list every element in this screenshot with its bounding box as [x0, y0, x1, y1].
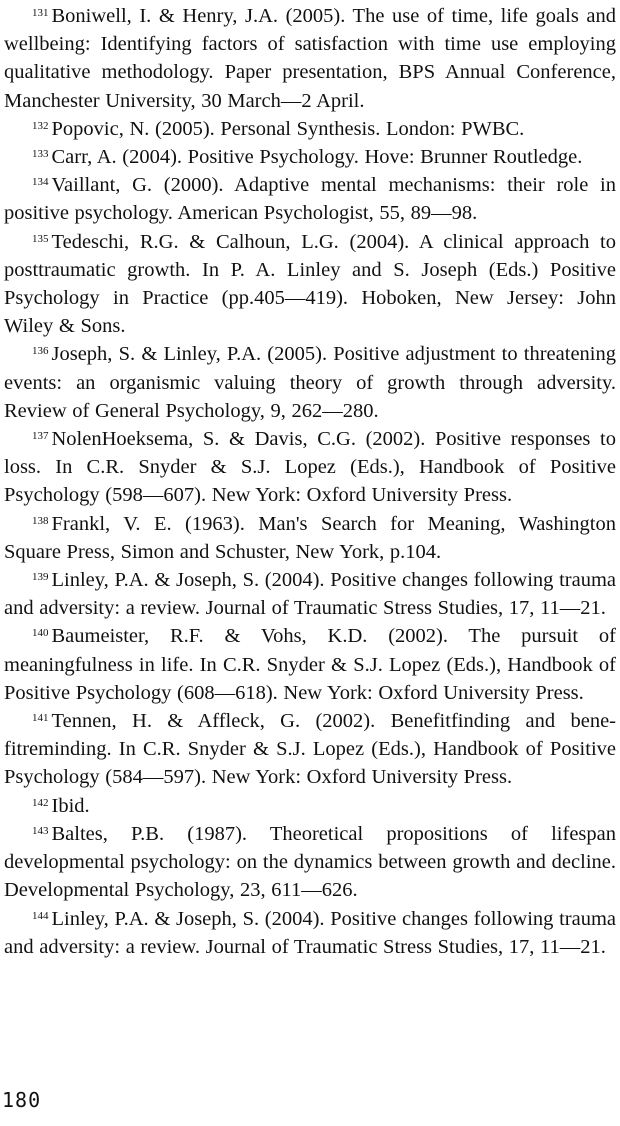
reference-text: Boniwell, I. & Henry, J.A. (2005). The use of time, life goals and wellbeing: Identifying factors of satisfaction with time use employing qualitative methodology. Paper presentation, BPS Annual Conference, Manchester University, 30 March—2 April. — [4, 5, 616, 112]
references-list — [4, 2, 616, 961]
reference-136 — [4, 340, 616, 425]
reference-141 — [4, 707, 616, 792]
reference-text: Baumeister, R.F. & Vohs, K.D. (2002). The pursuit of meaningfulness in life. In C.R. Snyder & S.J. Lopez (Eds.), Handbook of Positive Psychology (608—618). New York: Oxford University Press. — [4, 625, 616, 704]
reference-number: 137 — [32, 430, 49, 443]
reference-text: Tedeschi, R.G. & Calhoun, L.G. (2004). A clinical approach to posttraumatic growth. In P. A. Linley and S. Joseph (Eds.) Positive Psychology in Practice (pp.405—419). Hoboken, New Jersey: John Wiley & Sons. — [4, 230, 616, 338]
reference-text: Frankl, V. E. (1963). Man's Search for Meaning, Washington Square Press, Simon and Schuster, New York, p.104. — [4, 512, 616, 563]
reference-number: 140 — [32, 627, 49, 640]
reference-number: 142 — [32, 796, 49, 809]
reference-number: 144 — [32, 909, 49, 922]
reference-132 — [4, 115, 616, 143]
reference-142 — [4, 792, 616, 820]
reference-133 — [4, 143, 616, 171]
reference-number: 141 — [32, 712, 49, 725]
reference-137 — [4, 425, 616, 510]
reference-number: 132 — [32, 119, 49, 132]
reference-number: 136 — [32, 345, 49, 358]
reference-number: 133 — [32, 148, 49, 161]
reference-number: 131 — [32, 7, 49, 19]
reference-text: Joseph, S. & Linley, P.A. (2005). Positive adjustment to threatening events: an organismic valuing theory of growth through adversity. Review of General Psychology, 9, 262—280. — [4, 343, 616, 422]
reference-number: 135 — [32, 232, 49, 245]
reference-text: Carr, A. (2004). Positive Psychology. Hove: Brunner Routledge. — [51, 146, 583, 169]
reference-text: Vaillant, G. (2000). Adaptive mental mechanisms: their role in positive psychology. American Psychologist, 55, 89—98. — [4, 174, 616, 225]
reference-144 — [4, 905, 616, 961]
reference-139 — [4, 566, 616, 622]
reference-text: Ibid. — [51, 794, 90, 817]
reference-143 — [4, 820, 616, 905]
reference-text: Baltes, P.B. (1987). Theoretical propositions of lifespan developmental psychology: on the dynamics between growth and decline. Developmental Psychology, 23, 611—626. — [4, 822, 616, 902]
page-number: 180 — [2, 1088, 42, 1112]
reference-number: 138 — [32, 514, 49, 527]
reference-number: 143 — [32, 824, 49, 837]
reference-text: Popovic, N. (2005). Personal Synthesis. London: PWBC. — [51, 117, 525, 140]
reference-text: Linley, P.A. & Joseph, S. (2004). Positive changes following trauma and adversity: a review. Journal of Traumatic Stress Studies, 17, 11—21. — [4, 907, 616, 958]
reference-131 — [4, 2, 616, 115]
reference-number: 139 — [32, 571, 49, 584]
reference-text: Linley, P.A. & Joseph, S. (2004). Positive changes following trauma and adversity: a review. Journal of Traumatic Stress Studies, 17, 11—21. — [4, 569, 616, 620]
reference-135 — [4, 228, 616, 341]
reference-text: NolenHoeksema, S. & Davis, C.G. (2002). Positive responses to loss. In C.R. Snyder & S.J. Lopez (Eds.), Handbook of Positive Psychology (598—607). New York: Oxford University Press. — [4, 428, 616, 507]
reference-140 — [4, 622, 616, 707]
reference-text: Tennen, H. & Affleck, G. (2002). Benefitfinding and bene-fitreminding. In C.R. Snyder & S.J. Lopez (Eds.), Handbook of Positive Psychology (584—597). New York: Oxford University Press. — [4, 710, 616, 789]
reference-138 — [4, 510, 616, 566]
reference-number: 134 — [32, 176, 49, 189]
reference-134 — [4, 171, 616, 227]
